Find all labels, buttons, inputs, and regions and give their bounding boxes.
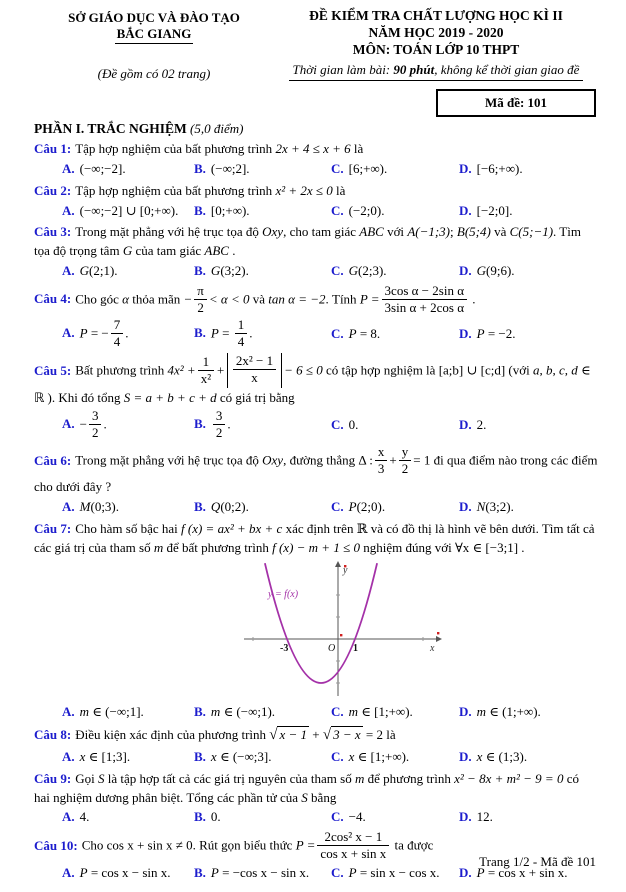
exam-header	[34, 8, 598, 82]
exam-code-box: Mã đề: 101	[436, 89, 596, 117]
question-7	[34, 520, 598, 723]
question-6	[34, 445, 598, 517]
option-a: A. P = − $\frac{7}{4}$ .	[62, 316, 129, 349]
origin-label: O	[328, 643, 336, 655]
option-d: D. P = cos x + sin x.	[459, 865, 568, 881]
question-9-options	[34, 808, 598, 827]
parabola-curve	[265, 564, 377, 684]
absolute-value	[227, 353, 282, 388]
question-1-options	[34, 160, 598, 179]
option-b: B. P = −cos x − sin x.	[194, 865, 310, 881]
parabola-graph	[236, 559, 448, 701]
question-2	[34, 182, 598, 221]
authority-name: SỞ GIÁO DỤC VÀ ĐÀO TẠO	[68, 10, 240, 25]
subject-line: MÔN: TOÁN LỚP 10 THPT	[352, 41, 520, 57]
time-note: Thời gian làm bài: 90 phút, không kể thời gian giao đề	[289, 61, 584, 81]
option-a: A. (−∞;−2].	[62, 160, 126, 176]
fraction: $\frac{\text{3cos α − 2sin α}}{\text{3sin α + 2cos α}}$	[382, 284, 467, 315]
question-2-options	[34, 202, 598, 221]
option-b: B. P = $\frac{1}{4}$ .	[194, 316, 253, 349]
question-7-options	[34, 703, 598, 722]
square-root: √ x − 1	[269, 727, 308, 744]
question-1-text: Câu 1: Tập hợp nghiệm của bất phương trình 2x + 4 ≤ x + 6 là	[34, 141, 364, 156]
option-b: B. $\frac{3}{2}$ .	[194, 407, 231, 440]
question-5	[34, 354, 598, 442]
option-a: A. P = cos x − sin x.	[62, 865, 171, 881]
square-root: √ 3 − x	[322, 727, 361, 744]
option-d: D. N(3;2).	[459, 498, 514, 514]
y-axis-label: y	[343, 565, 348, 577]
question-8-options	[34, 748, 598, 767]
option-d: D. P = −2.	[459, 326, 516, 342]
option-c: C. m ∈ [1;+∞).	[331, 704, 413, 720]
option-d: D. [−6;+∞).	[459, 160, 523, 176]
option-b: B. Q(0;2).	[194, 498, 249, 514]
y-axis-arrow	[335, 561, 341, 567]
fraction: $\frac{3}{2}$	[213, 409, 226, 440]
option-c: C. x ∈ [1;+∞).	[331, 748, 410, 764]
option-a: A. − $\frac{3}{2}$ .	[62, 407, 107, 440]
option-a: A. m ∈ (−∞;1].	[62, 704, 144, 720]
section-title: PHẦN I. TRẮC NGHIỆM (5,0 điểm)	[34, 121, 244, 136]
option-c: C. P(2;0).	[331, 498, 386, 514]
exam-title-block	[274, 8, 598, 82]
question-7-text: Câu 7: Cho hàm số bậc hai f (x) = ax² + bx + c xác định trên ℝ và có đồ thị là hình vẽ bên dưới. Tìm tất cả các giá trị của tham số m để bất phương trình f (x) − m + 1 ≤ 0 nghiệm đúng với ∀x ∈ [−3;1] .	[34, 520, 595, 555]
option-b: B. (−∞;2].	[194, 160, 250, 176]
question-3	[34, 223, 598, 281]
question-1	[34, 140, 598, 179]
question-6-text: Câu 6: Trong mặt phẳng với hệ trục tọa độ Oxy, đường thẳng Δ : $\frac{x}{3}$ + $\frac{y}{2}$ = 1 đi qua điểm nào trong các điểm cho dưới đây ?	[34, 444, 598, 495]
fraction: $\frac{3}{2}$	[89, 409, 102, 440]
option-b: B. 0.	[194, 809, 221, 825]
root-left-label: -3	[280, 643, 289, 655]
fraction: $\frac{x}{3}$	[375, 445, 388, 476]
option-a: A. M(0;3).	[62, 498, 120, 514]
option-c: C. 0.	[331, 417, 359, 433]
option-d: D. G(9;6).	[459, 263, 515, 279]
question-4-text: Câu 4: Cho góc α thỏa mãn − $\frac{\pi}{2}$ < α < 0 và tan α = −2. Tính P = $\frac{\text{3cos α − 2sin α}}{\text{3sin α + 2cos α}}$ .	[34, 282, 476, 315]
question-8	[34, 725, 598, 767]
option-b: B. G(3;2).	[194, 263, 249, 279]
x-axis-arrow	[436, 636, 442, 642]
curve-label: y = f(x)	[268, 589, 299, 601]
page-footer: Trang 1/2 - Mã đề 101	[479, 854, 596, 869]
option-c: C. P = 8.	[331, 326, 381, 342]
option-b: B. [0;+∞).	[194, 202, 250, 218]
option-d: D. x ∈ (1;3).	[459, 748, 528, 764]
option-d: D. 12.	[459, 809, 493, 825]
fraction: $\frac{7}{4}$	[111, 318, 124, 349]
fraction: $\frac{\text{2cos² x − 1}}{\text{cos x + sin x}}$	[317, 830, 389, 861]
question-5-options	[34, 409, 598, 442]
pages-note: (Đề gồm có 02 trang)	[97, 66, 211, 81]
issuing-authority-block	[34, 8, 274, 82]
exam-title: ĐỀ KIỂM TRA CHẤT LƯỢNG HỌC KÌ II	[309, 8, 563, 23]
red-dot-origin	[340, 634, 342, 636]
fraction: $\frac{1}{\text{x²}}$	[198, 355, 214, 386]
option-b: B. x ∈ (−∞;3].	[194, 748, 272, 764]
question-4-options	[34, 318, 598, 351]
question-9-text: Câu 9: Gọi S là tập hợp tất cả các giá trị nguyên của tham số m để phương trình x² − 8x + m² − 9 = 0 có hai nghiệm dương phân biệt. Tổng các phần tử của S bằng	[34, 770, 579, 805]
option-a: A. (−∞;−2] ∪ [0;+∞).	[62, 202, 179, 218]
fraction: $\frac{\text{2x² − 1}}{x}$	[233, 354, 276, 385]
root-right-label: 1	[353, 643, 358, 655]
x-axis-label: x	[430, 643, 435, 655]
option-a: A. G(2;1).	[62, 263, 118, 279]
question-6-options	[34, 498, 598, 517]
question-2-text: Câu 2: Tập hợp nghiệm của bất phương trình x² + 2x ≤ 0 là	[34, 182, 346, 198]
option-d: D. 2.	[459, 417, 487, 433]
fraction: $\frac{y}{2}$	[399, 445, 412, 476]
question-4	[34, 284, 598, 351]
authority-province: BẮC GIANG	[115, 26, 194, 44]
option-c: C. [6;+∞).	[331, 160, 388, 176]
option-c: C. P = sin x − cos x.	[331, 865, 440, 881]
exam-code-row	[34, 89, 596, 117]
red-dot-x-end	[437, 632, 439, 634]
option-d: D. m ∈ (1;+∞).	[459, 704, 541, 720]
fraction: $\frac{\pi}{2}$	[194, 284, 207, 315]
fraction: $\frac{1}{4}$	[235, 318, 248, 349]
option-c: C. (−2;0).	[331, 202, 385, 218]
option-c: C. G(2;3).	[331, 263, 387, 279]
option-a: A. 4.	[62, 809, 90, 825]
question-3-text: Câu 3: Trong mặt phẳng với hệ trục tọa độ Oxy, cho tam giác ABC với A(−1;3); B(5;4) và C(5;−1). Tìm tọa độ trọng tâm G của tam giác ABC .	[34, 224, 581, 259]
option-b: B. m ∈ (−∞;1).	[194, 704, 276, 720]
question-8-text: Câu 8: Điều kiện xác định của phương trình √ x − 1 + √ 3 − x = 2 là	[34, 727, 396, 744]
question-10-text: Câu 10: Cho cos x + sin x ≠ 0. Rút gọn biểu thức P = $\frac{\text{2cos² x − 1}}{\text{cos x + sin x}}$ ta được	[34, 829, 434, 862]
option-a: A. x ∈ [1;3].	[62, 748, 131, 764]
question-3-options	[34, 262, 598, 281]
school-year: NĂM HỌC 2019 - 2020	[368, 24, 504, 40]
question-5-text: Câu 5: Bất phương trình 4x² + $\frac{1}{\text{x²}}$ + $\frac{\text{2x² − 1}}{x}$ − 6 ≤ 0 có tập hợp nghiệm là [a;b] ∪ [c;d] (với a, b, c, d ∈ ℝ ). Khi đó tổng S = a + b + c + d có giá trị bằng	[34, 353, 591, 406]
question-9	[34, 770, 598, 828]
option-c: C. −4.	[331, 809, 366, 825]
option-d: D. [−2;0].	[459, 202, 513, 218]
